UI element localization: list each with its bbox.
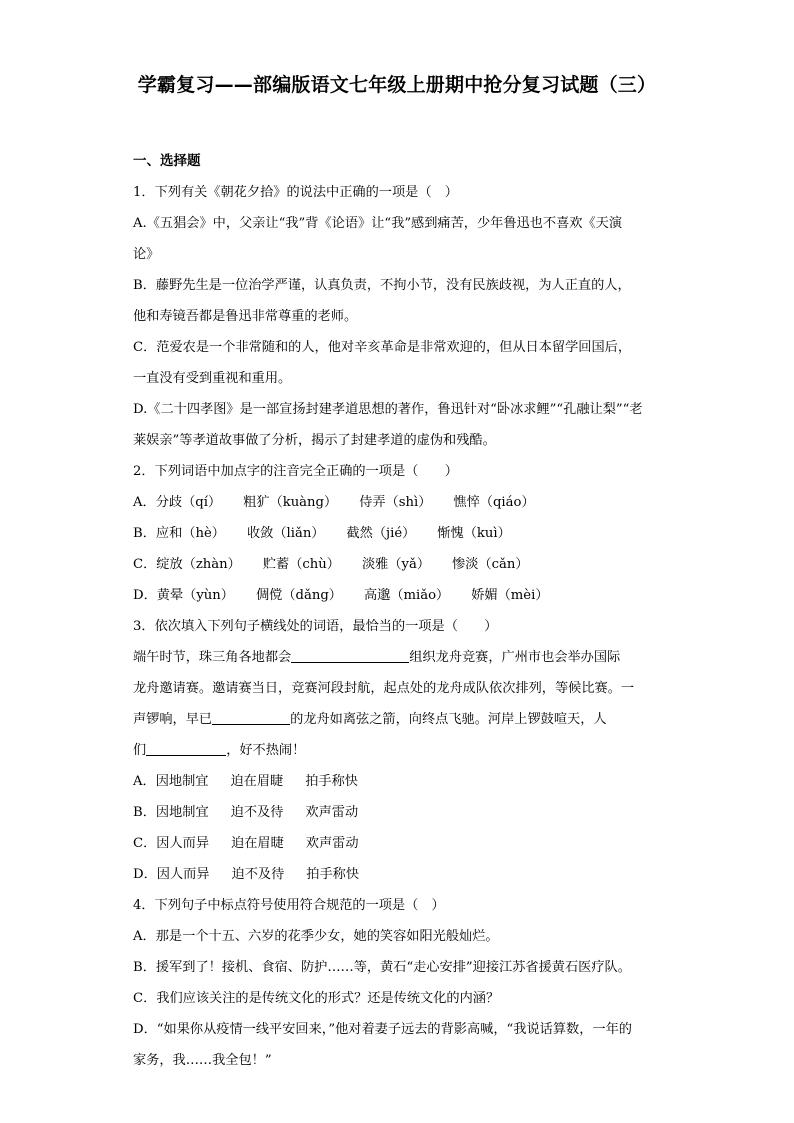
page-title: 学霸复习——部编版语文七年级上册期中抢分复习试题（三）	[137, 74, 657, 96]
q1-option-b-line2: 他和寿镜吾都是鲁迅非常尊重的老师。	[133, 309, 358, 324]
q3-text: 们	[133, 743, 147, 758]
q3-text: 组织龙舟竞赛，广州市也会举办国际	[409, 650, 621, 665]
q1-option-c-line1: C．范爱农是一个非常随和的人，他对辛亥革命是非常欢迎的，但从日本留学回国后，	[133, 340, 632, 355]
q2-word: 粗犷（kuàng）	[243, 495, 338, 510]
q3-blank-1	[291, 648, 409, 663]
q4-option-b: B．援军到了！接机、食宿、防护……等，黄石“走心安排”迎接江苏省援黄石医疗队。	[133, 960, 631, 975]
q2-word: 惭愧（kuì）	[437, 526, 511, 541]
q4-option-c: C．我们应该关注的是传统文化的形式？还是传统文化的内涵？	[133, 991, 500, 1006]
q1-option-b-line1: B．藤野先生是一位治学严谨，认真负责，不拘小节，没有民族歧视，为人正直的人，	[133, 278, 631, 293]
q3-word: 迫不及待	[231, 867, 285, 882]
q3-passage-line3	[133, 704, 663, 735]
q3-passage-line1	[133, 642, 663, 673]
q2-word: 倜傥（dǎng）	[255, 588, 342, 603]
q2-word: 截然（jié）	[346, 526, 416, 541]
q2-word: 绽放（zhàn）	[156, 557, 241, 572]
q1-option-d-line1: D.《二十四孝图》是一部宣扬封建孝道思想的著作，鲁迅针对“卧冰求鲤”“孔融让梨”“老	[133, 402, 643, 417]
section-heading: 一、选择题	[133, 153, 201, 169]
q3-stem: 3．依次填入下列句子横线处的词语，最恰当的一项是（ ）	[133, 619, 498, 634]
q3-word: 拍手称快	[305, 774, 358, 789]
q2-option-c	[133, 549, 663, 580]
q3-word: 因地制宜	[155, 805, 209, 820]
q2-word: 高邈（miǎo）	[363, 588, 450, 603]
q2-option-a	[133, 487, 663, 518]
q2-word: 贮蓄（chù）	[262, 557, 340, 572]
q1-option-a-line1: A.《五猖会》中，父亲让“我”背《论语》让“我”感到痛苦，少年鲁迅也不喜欢《天演	[133, 216, 623, 231]
q3-word: 因人而异	[156, 836, 210, 851]
q3-word: 因人而异	[156, 867, 210, 882]
q1-option-a-line2: 论》	[133, 247, 160, 262]
q2-option-d	[133, 580, 663, 611]
q3-option-b	[133, 797, 663, 828]
q4-option-a: A．那是一个十五、六岁的花季少女，她的笑容如阳光般灿烂。	[133, 929, 499, 944]
q1-option-c-line2: 一直没有受到重视和重用。	[133, 371, 292, 386]
q3-passage-line4	[133, 735, 663, 766]
q4-stem: 4．下列句子中标点符号使用符合规范的一项是（ ）	[133, 898, 445, 913]
q3-option-label: B．	[133, 805, 156, 820]
q3-word: 因地制宜	[155, 774, 209, 789]
q3-word: 拍手称快	[306, 867, 360, 882]
q3-option-label: C．	[133, 836, 157, 851]
q2-word: 淡雅（yǎ）	[361, 557, 431, 572]
q3-option-label: A．	[133, 774, 156, 789]
q3-option-a	[133, 766, 663, 797]
q2-word: 应和（hè）	[155, 526, 225, 541]
q3-blank-2	[212, 710, 290, 725]
q2-word: 收敛（liǎn）	[246, 526, 325, 541]
q2-word: 娇媚（mèi）	[471, 588, 549, 603]
q3-word: 迫不及待	[230, 805, 284, 820]
q1-option-d-line2: 莱娱亲”等孝道故事做了分析，揭示了封建孝道的虚伪和残酷。	[133, 433, 496, 448]
q3-text: 端午时节，珠三角各地都会	[133, 650, 292, 665]
q3-option-c	[133, 828, 663, 859]
q3-text: 声锣响，早已	[133, 712, 213, 727]
q3-blank-3	[146, 741, 226, 756]
q2-word: 惨淡（cǎn）	[452, 557, 529, 572]
q3-text: ，好不热闹！	[226, 743, 306, 758]
q4-option-d-line2: 家务，我……我全包！”	[133, 1053, 272, 1068]
q2-word: 黄晕（yùn）	[156, 588, 234, 603]
q2-option-label: C．	[133, 557, 157, 572]
q3-passage-line2: 龙舟邀请赛。邀请赛当日，竞赛河段封航，起点处的龙舟成队依次排列，等候比赛。一	[133, 681, 635, 696]
q4-option-d-line1: D．“如果你从疫情一线平安回来，”他对着妻子远去的背影高喊，“我说话算数，一年的	[133, 1022, 632, 1037]
q3-text: 的龙舟如离弦之箭，向终点飞驰。河岸上锣鼓喧天，人	[290, 712, 607, 727]
q2-option-label: B．	[133, 526, 156, 541]
exam-content	[133, 146, 663, 1076]
q2-option-b	[133, 518, 663, 549]
q1-stem: 1．下列有关《朝花夕拾》的说法中正确的一项是（ ）	[133, 185, 458, 200]
q2-option-label: D．	[133, 588, 157, 603]
q3-word: 迫在眉睫	[231, 836, 284, 851]
q3-option-label: D．	[133, 867, 157, 882]
q2-word: 分歧（qí）	[155, 495, 222, 510]
q2-word: 侍弄（shì）	[359, 495, 432, 510]
q2-stem: 2．下列词语中加点字的注音完全正确的一项是（ ）	[133, 464, 458, 479]
q3-option-d	[133, 859, 663, 890]
q3-word: 欢声雷动	[305, 836, 359, 851]
q3-word: 欢声雷动	[305, 805, 359, 820]
q2-word: 憔悴（qiáo）	[453, 495, 535, 510]
q2-option-label: A．	[133, 495, 156, 510]
q3-word: 迫在眉睫	[230, 774, 284, 789]
